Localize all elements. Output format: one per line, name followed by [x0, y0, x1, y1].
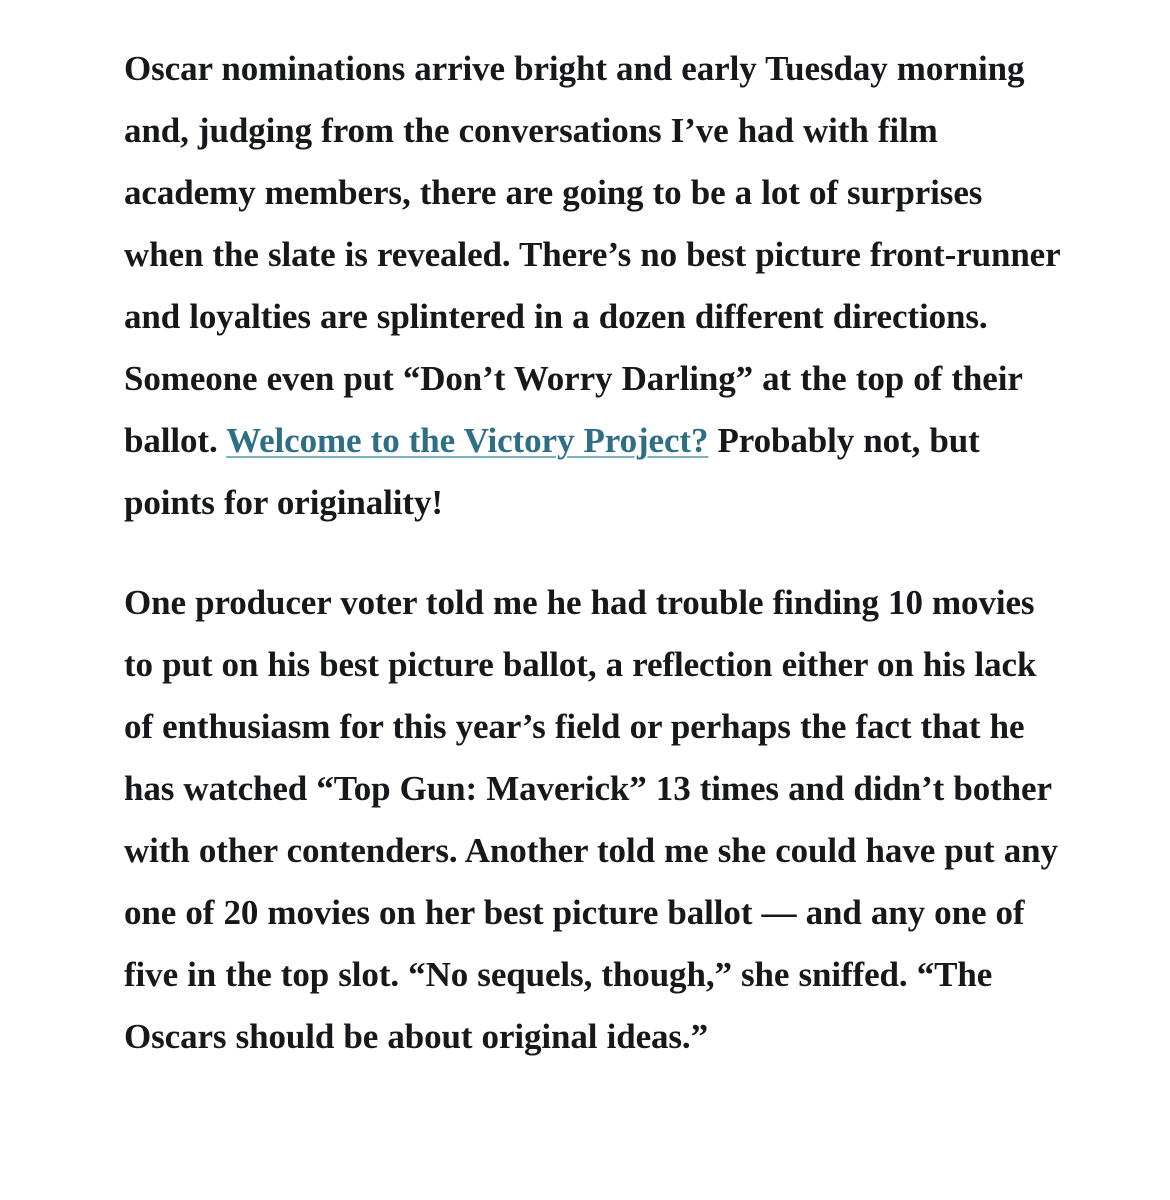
- paragraph-1-text-lead: Oscar nominations arrive bright and early Tuesday morning and, judging from the conversations I’ve had with film academy members, there are going to be a lot of surprises when the slate is revealed. There’s no best picture front-runner and loyalties are splintered in a dozen different directions. Someone even put “Don’t Worry Darling” at the top of their ballot.: [124, 49, 1060, 460]
- article-paragraph-1: [124, 38, 1065, 534]
- paragraph-1-text-tail: Probably not, but points for originality!: [124, 421, 980, 522]
- paragraph-2-text: One producer voter told me he had trouble finding 10 movies to put on his best picture ballot, a reflection either on his lack of enthusiasm for this year’s field or perhaps the fact that he has watched “Top Gun: Maverick” 13 times and didn’t bother with other contenders. Another told me she could have put any one of 20 movies on her best picture ballot — and any one of five in the top slot. “No sequels, though,” she sniffed. “The Oscars should be about original ideas.”: [124, 583, 1058, 1056]
- article-paragraph-2: [124, 572, 1065, 1068]
- victory-project-link[interactable]: Welcome to the Victory Project?: [226, 421, 709, 460]
